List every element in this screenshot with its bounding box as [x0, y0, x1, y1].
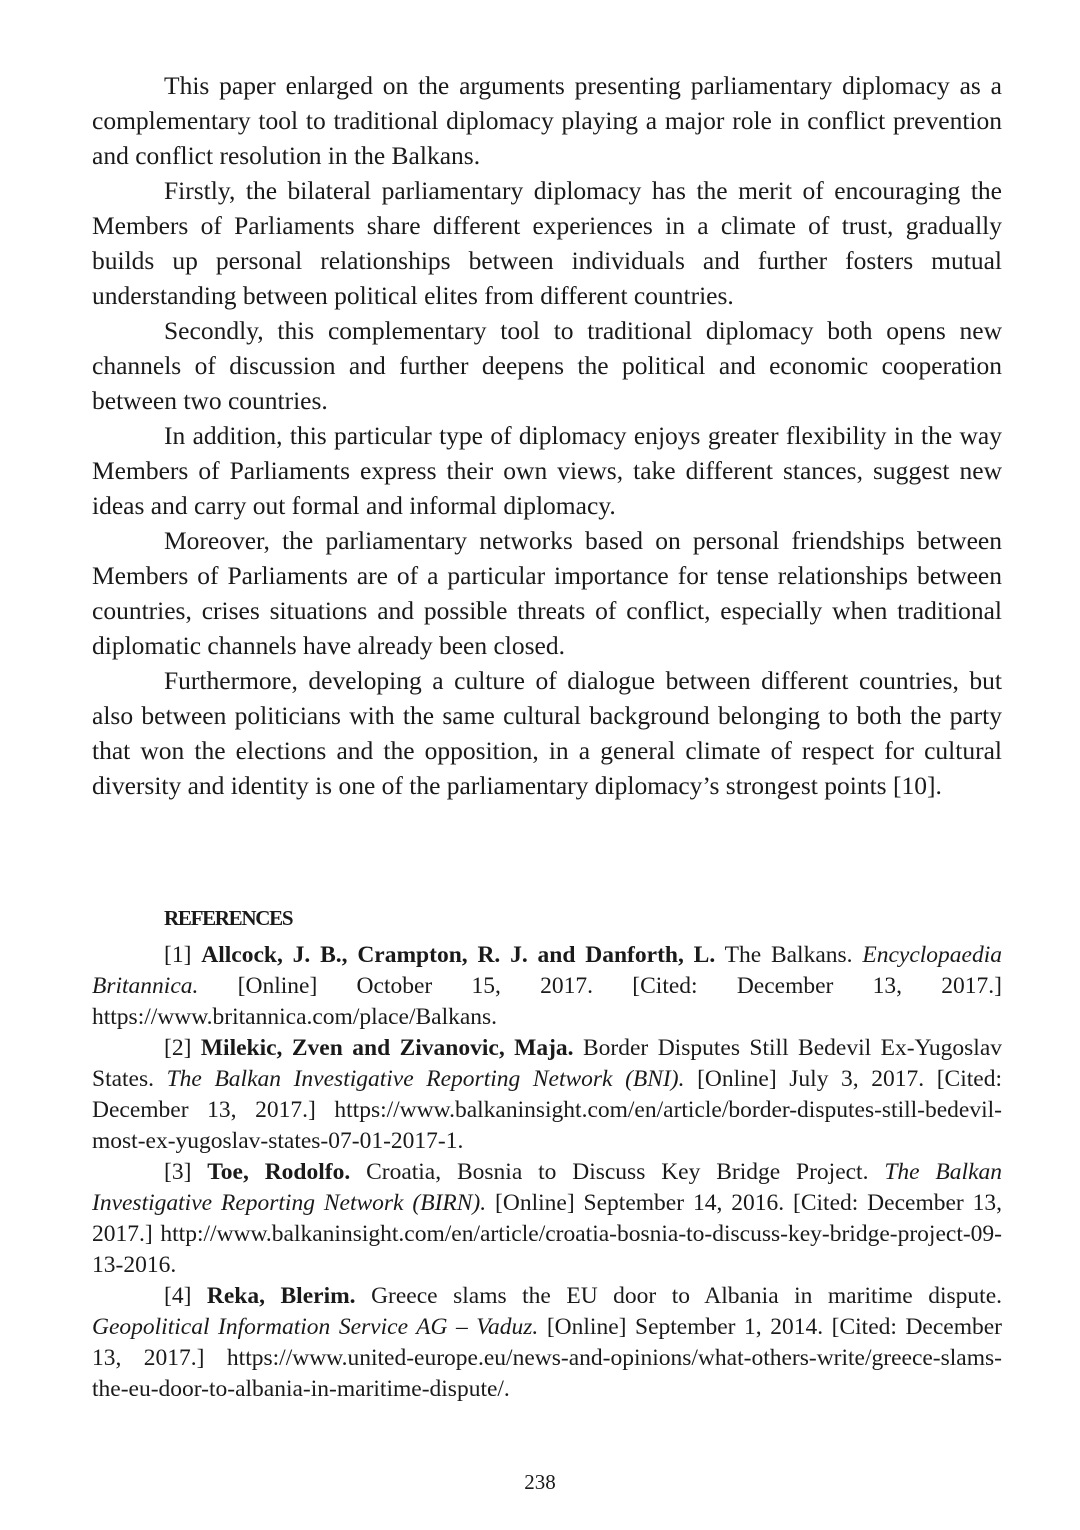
reference-source: Encyclopaedia Britannica. [92, 942, 1002, 999]
reference-source: The Balkan Investigative Reporting Network (BNI). [166, 1066, 685, 1092]
reference-details: [Online] September 14, 2016. [Cited: December 13, 2017.] http://www.balkaninsight.com/en/article/croatia-bosnia-to-discuss-key-bridge-project-09-13-2016. [92, 1190, 1003, 1278]
page-number: 238 [524, 1470, 556, 1494]
reference-authors: Allcock, J. B., Crampton, R. J. and Danforth, L. [201, 942, 716, 968]
paragraph: In addition, this particular type of diplomacy enjoys greater flexibility in the way Members of Parliaments express their own views, take different stances, suggest new ideas and carry out formal and informal diplomacy. [92, 421, 1002, 520]
reference-item [92, 1157, 1002, 1281]
references-heading: REFERENCES [164, 906, 293, 930]
reference-title: Greece slams the EU door to Albania in maritime dispute. [355, 1283, 1003, 1309]
reference-authors: Toe, Rodolfo. [207, 1159, 351, 1185]
reference-number: [4] [164, 1283, 207, 1309]
reference-details: [Online] October 15, 2017. [Cited: December 13, 2017.] https://www.britannica.com/place/Balkans. [92, 973, 1002, 1030]
reference-title: Border Disputes Still Bedevil Ex-Yugoslav States. [92, 1035, 1002, 1092]
reference-item [92, 940, 1002, 1033]
reference-item [92, 1033, 1002, 1157]
references-list [92, 940, 1002, 1405]
reference-source: The Balkan Investigative Reporting Network (BIRN). [92, 1159, 1002, 1216]
reference-title: The Balkans. [715, 942, 863, 968]
paragraph: Secondly, this complementary tool to traditional diplomacy both opens new channels of discussion and further deepens the political and economic cooperation between two countries. [92, 316, 1002, 415]
paragraph: Furthermore, developing a culture of dialogue between different countries, but also between politicians with the same cultural background belonging to both the party that won the elections and the opposition, in a general climate of respect for cultural diversity and identity is one of the parliamentary diplomacy’s strongest points [10]. [92, 666, 1002, 800]
body-text [92, 68, 1002, 803]
paragraph: Moreover, the parliamentary networks based on personal friendships between Members of Parliaments are of a particular importance for tense relationships between countries, crises situations and possible threats of conflict, especially when traditional diplomatic channels have already been closed. [92, 526, 1002, 660]
reference-number: [2] [164, 1035, 201, 1061]
paragraph: This paper enlarged on the arguments presenting parliamentary diplomacy as a complementary tool to traditional diplomacy playing a major role in conflict prevention and conflict resolution in the Balkans. [92, 71, 1002, 170]
paragraph: Firstly, the bilateral parliamentary diplomacy has the merit of encouraging the Members of Parliaments share different experiences in a climate of trust, gradually builds up personal relationships between individuals and further fosters mutual understanding between political elites from different countries. [92, 176, 1002, 310]
reference-number: [3] [164, 1159, 208, 1185]
reference-authors: Milekic, Zven and Zivanovic, Maja. [200, 1035, 574, 1061]
reference-item [92, 1281, 1002, 1405]
reference-title: Croatia, Bosnia to Discuss Key Bridge Project. [350, 1159, 885, 1185]
reference-details: [Online] September 1, 2014. [Cited: December 13, 2017.] https://www.united-europe.eu/news-and-opinions/what-others-write/greece-slams-the-eu-door-to-albania-in-maritime-dispute/. [92, 1314, 1003, 1402]
reference-number: [1] [164, 942, 202, 968]
reference-authors: Reka, Blerim. [206, 1283, 356, 1309]
reference-source: Geopolitical Information Service AG – Vaduz. [92, 1314, 539, 1340]
reference-details: [Online] July 3, 2017. [Cited: December 13, 2017.] https://www.balkaninsight.com/en/article/border-disputes-still-bedevil-most-ex-yugoslav-states-07-01-2017-1. [92, 1066, 1002, 1154]
